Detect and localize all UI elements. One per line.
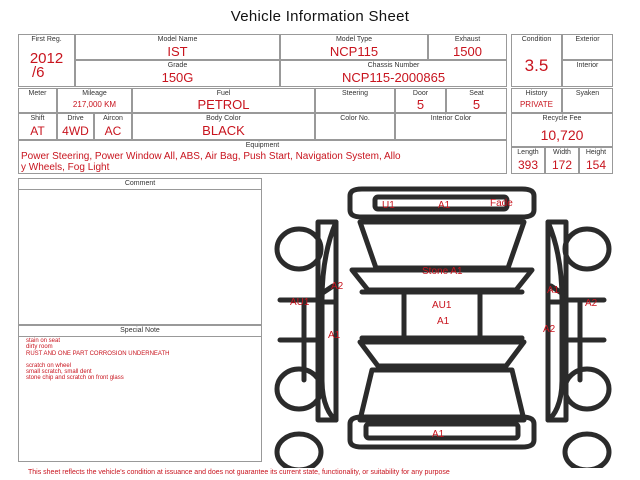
shift-label: Shift [30, 115, 45, 122]
special-note-line: small scratch, small dent [26, 369, 92, 376]
trunk [360, 370, 524, 420]
width-label: Width [553, 149, 571, 156]
recycle-fee-value: 10,720 [540, 127, 584, 143]
left-pillar [362, 292, 404, 338]
spare-wheel-right [565, 434, 609, 468]
exterior-label: Exterior [575, 36, 600, 43]
mark-left-rear-a1: A1 [328, 330, 341, 341]
model-name-value: IST [167, 44, 188, 59]
seat-label: Seat [469, 90, 484, 97]
mark-right-side-a2: A2 [585, 298, 598, 309]
special-note-line: RUST AND ONE PART CORROSION UNDERNEATH [26, 350, 170, 357]
height-label: Height [585, 149, 607, 156]
special-note-list [26, 338, 169, 382]
color-no-cell [315, 113, 395, 140]
condition-label: Condition [521, 36, 552, 43]
mark-right-front-a1: A1 [547, 285, 560, 296]
special-note-line: dirty room [26, 344, 53, 351]
wheel-rear-right [565, 369, 609, 409]
wheel-rear-left [277, 369, 321, 409]
fuel-cell [132, 88, 315, 113]
shift-cell [18, 113, 57, 140]
disclaimer-footer: This sheet reflects the vehicle's condition at issuance and does not guarantee its current state, functionality, or suitability for any purpose [28, 469, 450, 476]
model-type-label: Model Type [335, 36, 373, 43]
mark-front-u1: U1 [382, 200, 395, 211]
equipment-line-2: y Wheels, Fog Light [21, 162, 110, 173]
equipment-line-1: Power Steering, Power Window All, ABS, Air Bag, Push Start, Navigation System, Allo [21, 151, 401, 162]
mark-front-fade: Fade [490, 198, 513, 209]
mark-rear-a1: A1 [432, 429, 445, 440]
model-name-label: Model Name [157, 36, 198, 43]
special-note-line: stone chip and scratch on front glass [26, 375, 124, 382]
mark-front-a1: A1 [438, 200, 451, 211]
special-note-label: Special Note [120, 327, 160, 334]
body-color-cell [132, 113, 315, 140]
mileage-label: Mileage [82, 90, 107, 97]
recycle-fee-label: Recycle Fee [542, 115, 582, 122]
length-value: 393 [517, 158, 539, 172]
equipment-cell [18, 140, 507, 174]
exterior-cell [562, 34, 613, 60]
right-pillar [480, 292, 522, 338]
wheel-front-left [277, 229, 321, 269]
comment-label: Comment [124, 180, 156, 187]
exhaust-label: Exhaust [454, 36, 481, 43]
meter-label: Meter [28, 90, 47, 97]
comment-header [19, 179, 261, 190]
width-value: 172 [551, 158, 573, 172]
fuel-label: Fuel [216, 90, 231, 97]
first-reg-month: /6 [32, 64, 45, 81]
body-color-value: BLACK [202, 123, 245, 138]
spare-wheel-left [277, 434, 321, 468]
history-label: History [525, 90, 548, 97]
interior-cell [562, 60, 613, 87]
first-reg-year: 2012 [29, 50, 64, 67]
sheet-title: Vehicle Information Sheet [230, 8, 410, 25]
equipment-label: Equipment [245, 142, 280, 149]
rear-window [360, 342, 524, 366]
drive-label: Drive [67, 115, 84, 122]
color-no-label: Color No. [340, 115, 370, 122]
first-reg-label: First Reg. [31, 36, 62, 43]
comment-box [18, 178, 262, 325]
seat-cell [446, 88, 507, 113]
exhaust-cell [428, 34, 507, 60]
aircon-label: Aircon [103, 115, 123, 122]
roof [404, 292, 480, 338]
fuel-value: PETROL [197, 97, 250, 112]
equipment-text [21, 151, 504, 173]
special-note-line: stain on seat [26, 338, 61, 344]
door-value: 5 [416, 97, 425, 112]
steering-cell [315, 88, 395, 113]
aircon-value: AC [104, 124, 122, 138]
recycle-fee-cell [511, 113, 613, 147]
drive-value: 4WD [62, 124, 89, 138]
interior-color-label: Interior Color [430, 115, 472, 122]
model-name-cell [75, 34, 280, 60]
chassis-label: Chassis Number [367, 62, 420, 69]
model-type-value: NCP115 [329, 44, 379, 59]
aircon-cell [94, 113, 132, 140]
grade-cell [75, 60, 280, 87]
syaken-cell [562, 88, 613, 113]
height-value: 154 [585, 158, 607, 172]
interior-label: Interior [576, 62, 599, 69]
special-note-header [19, 326, 261, 337]
mark-left-front-a2: A2 [331, 281, 344, 292]
meter-cell [18, 88, 57, 113]
condition-cell [511, 34, 562, 87]
first-reg-cell [18, 34, 75, 87]
special-note-box [18, 325, 262, 462]
mileage-value: 217,000 KM [72, 100, 117, 109]
length-cell [511, 147, 545, 174]
grade-label: Grade [167, 62, 188, 69]
mark-roof-au1: AU1 [432, 300, 452, 311]
wheel-front-right [565, 229, 609, 269]
chassis-value: NCP115-2000865 [341, 70, 446, 85]
door-cell [395, 88, 446, 113]
door-label: Door [412, 90, 429, 97]
car-damage-diagram [268, 178, 616, 468]
drive-cell [57, 113, 94, 140]
special-note-line: scratch on wheel [26, 362, 72, 369]
model-type-cell [280, 34, 428, 60]
mileage-cell [57, 88, 132, 113]
history-cell [511, 88, 562, 113]
interior-color-cell [395, 113, 507, 140]
hood [360, 222, 524, 268]
length-label: Length [517, 149, 539, 156]
height-cell [579, 147, 613, 174]
body-color-label: Body Color [206, 115, 241, 122]
condition-value: 3.5 [524, 56, 549, 75]
chassis-cell [280, 60, 507, 87]
seat-value: 5 [472, 97, 481, 112]
exhaust-value: 1500 [453, 44, 482, 59]
history-value: PRIVATE [519, 100, 554, 109]
mark-left-side-au1: AU1 [290, 297, 310, 308]
shift-value: AT [30, 124, 45, 138]
syaken-label: Syaken [575, 90, 600, 97]
mark-right-rear-a2: A2 [543, 324, 556, 335]
grade-value: 150G [161, 70, 194, 85]
width-cell [545, 147, 579, 174]
mark-windshield: Stone A1 [422, 266, 463, 277]
steering-label: Steering [341, 90, 369, 97]
mark-roof-a1: A1 [437, 316, 450, 327]
